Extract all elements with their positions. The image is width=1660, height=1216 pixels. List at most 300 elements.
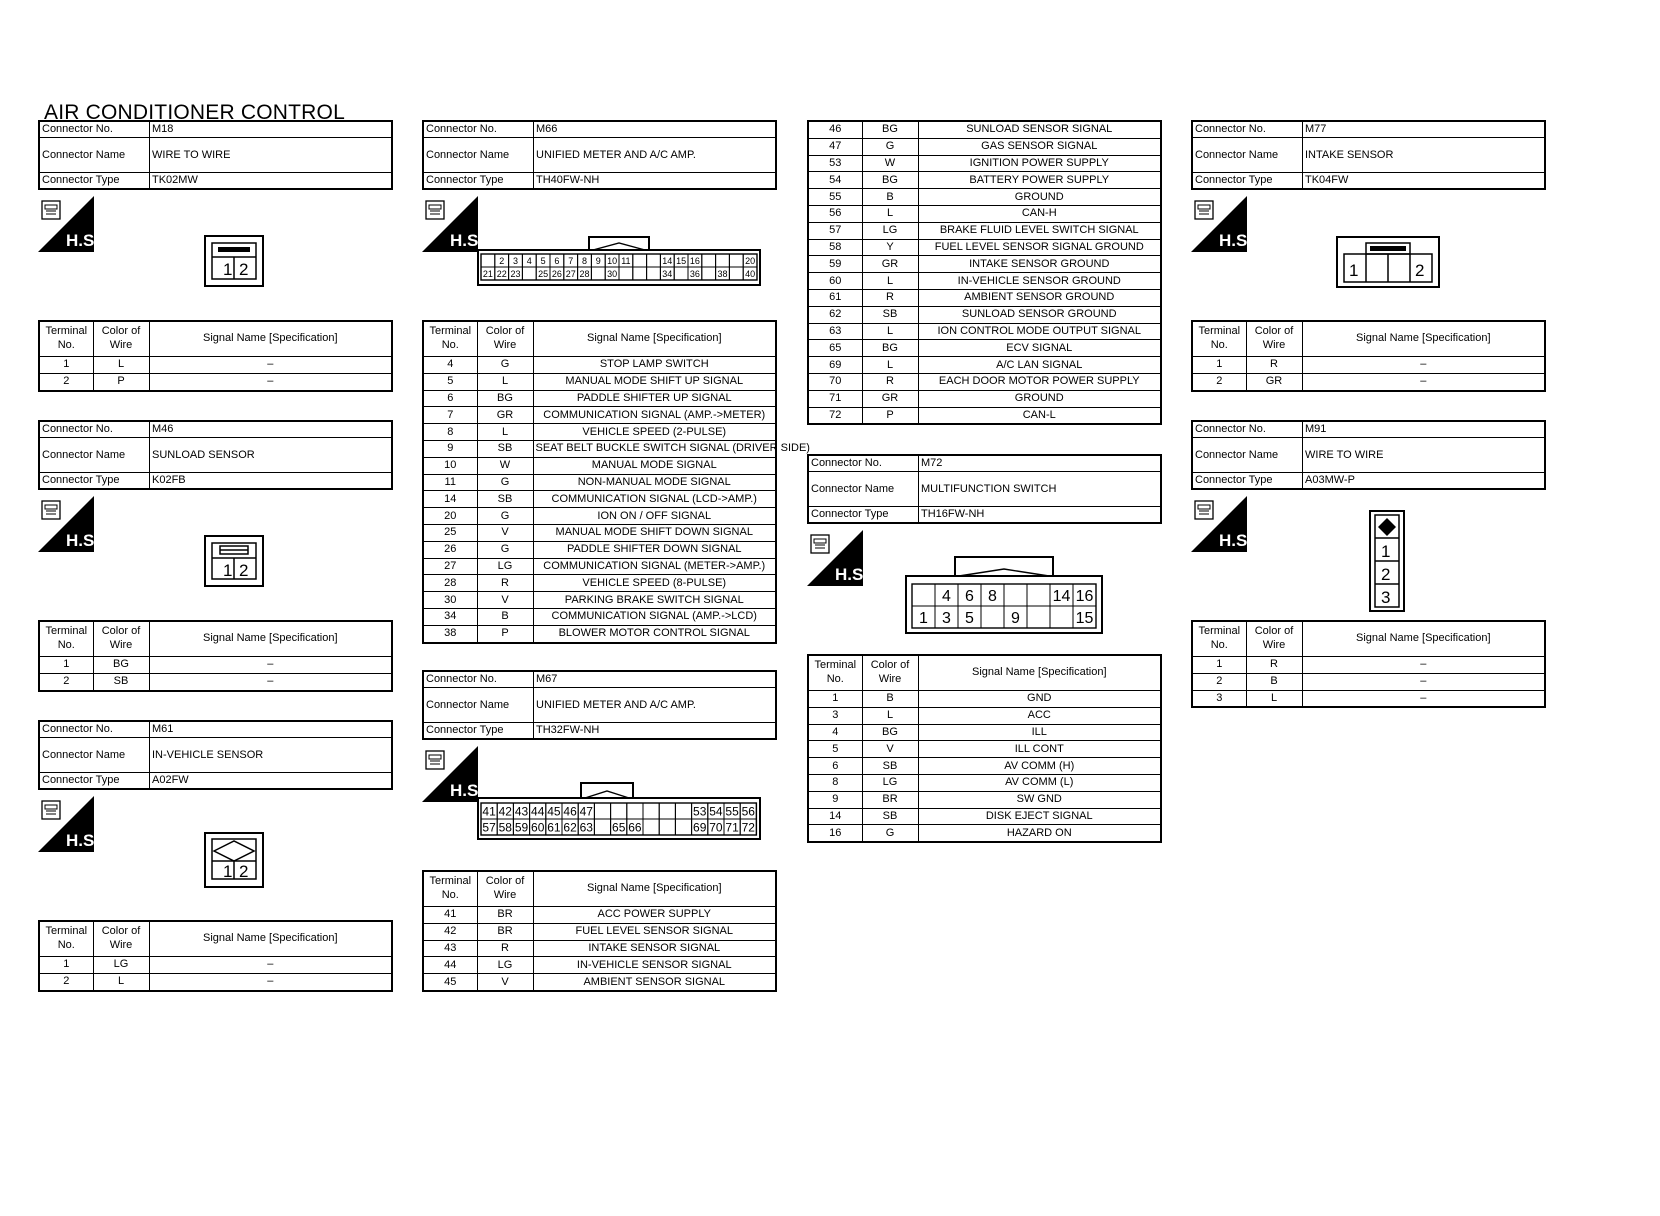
pin-3: 3 bbox=[1381, 588, 1391, 607]
pin-number: 43 bbox=[514, 804, 529, 819]
signal-name-cell: IGNITION POWER SUPPLY bbox=[918, 155, 1161, 172]
connector-name-label: Connector Name bbox=[423, 138, 534, 173]
wire-color-cell: L bbox=[1246, 690, 1302, 707]
pin-number: 26 bbox=[551, 269, 562, 280]
wire-color-cell: R bbox=[1246, 657, 1302, 674]
pin-cell bbox=[647, 267, 661, 280]
signal-header: Signal Name [Specification] bbox=[533, 871, 776, 907]
connector-m46-header bbox=[38, 420, 393, 490]
signal-name-cell: – bbox=[1302, 657, 1545, 674]
signal-name-cell: GAS SENSOR SIGNAL bbox=[918, 138, 1161, 155]
pin-1: 1 bbox=[223, 260, 233, 279]
pin-cell bbox=[675, 819, 691, 835]
wire-color-cell: R bbox=[477, 940, 533, 957]
wire-color-cell: G bbox=[477, 474, 533, 491]
connector-no-label: Connector No. bbox=[1192, 421, 1303, 438]
table-row bbox=[808, 758, 1161, 775]
pin-number: 57 bbox=[482, 820, 496, 835]
pin-number: 40 bbox=[745, 269, 756, 280]
table-row bbox=[1192, 673, 1545, 690]
connector-no-label: Connector No. bbox=[1192, 121, 1303, 138]
pin-1: 1 bbox=[1349, 261, 1359, 280]
pin-cell bbox=[716, 254, 730, 267]
pin-cell bbox=[591, 267, 605, 280]
pin-number: 22 bbox=[496, 269, 507, 280]
pin-cell bbox=[1027, 584, 1050, 606]
pin-number: 60 bbox=[531, 820, 545, 835]
terminal-no-cell: 59 bbox=[808, 256, 862, 273]
signal-name-cell: FUEL LEVEL SENSOR SIGNAL bbox=[533, 923, 776, 940]
connector-no-label: Connector No. bbox=[423, 671, 534, 688]
connector-type-label: Connector Type bbox=[423, 173, 534, 190]
hs-label: H.S. bbox=[450, 781, 484, 800]
rows bbox=[1192, 357, 1545, 391]
pin-number: 10 bbox=[607, 256, 618, 267]
connector-no-label: Connector No. bbox=[39, 421, 150, 438]
connector-no-value: M66 bbox=[534, 121, 777, 138]
table-row bbox=[423, 608, 776, 625]
terminal-no-cell: 1 bbox=[808, 691, 862, 708]
table-row bbox=[808, 121, 1161, 138]
pin-number: 38 bbox=[717, 269, 728, 280]
pin-number: 55 bbox=[725, 804, 739, 819]
table-row bbox=[423, 907, 776, 924]
connector-no-value: M77 bbox=[1303, 121, 1546, 138]
table-row bbox=[808, 172, 1161, 189]
table-row bbox=[808, 741, 1161, 758]
signal-name-cell: HAZARD ON bbox=[918, 825, 1161, 842]
wire-color-cell: R bbox=[477, 575, 533, 592]
signal-name-cell: – bbox=[1302, 373, 1545, 390]
pin-number: 36 bbox=[689, 269, 700, 280]
connector-m46-face bbox=[204, 535, 264, 592]
signal-name-cell: ACC bbox=[918, 707, 1161, 724]
wire-color-cell: LG bbox=[862, 222, 918, 239]
table-row bbox=[423, 390, 776, 407]
terminal-no-cell: 1 bbox=[39, 957, 93, 974]
wire-color-cell: SB bbox=[477, 491, 533, 508]
table-row bbox=[39, 373, 392, 390]
terminal-no-header: Terminal No. bbox=[423, 871, 477, 907]
pin-number: 41 bbox=[482, 804, 496, 819]
wire-color-cell: SB bbox=[862, 306, 918, 323]
terminal-no-header: Terminal No. bbox=[808, 655, 862, 691]
connector-name-value: UNIFIED METER AND A/C AMP. bbox=[534, 138, 777, 173]
table-row bbox=[808, 808, 1161, 825]
pin-2: 2 bbox=[239, 561, 249, 580]
connector-name-label: Connector Name bbox=[39, 138, 150, 173]
signal-name-cell: SUNLOAD SENSOR GROUND bbox=[918, 306, 1161, 323]
wire-color-cell: L bbox=[862, 707, 918, 724]
pin-number: 8 bbox=[581, 256, 588, 267]
table-row bbox=[808, 791, 1161, 808]
pin-number: 61 bbox=[547, 820, 561, 835]
color-header: Color of Wire bbox=[93, 321, 149, 357]
terminal-no-cell: 25 bbox=[423, 524, 477, 541]
signal-name-cell: FUEL LEVEL SENSOR SIGNAL GROUND bbox=[918, 239, 1161, 256]
connector-name-label: Connector Name bbox=[39, 438, 150, 473]
pin-number: 1 bbox=[919, 610, 928, 628]
pin-cell bbox=[659, 803, 675, 819]
hs-icon bbox=[38, 496, 100, 552]
hs-label: H.S. bbox=[66, 231, 100, 250]
signal-name-cell: – bbox=[149, 673, 392, 690]
terminal-no-cell: 1 bbox=[1192, 657, 1246, 674]
signal-name-cell: MANUAL MODE SIGNAL bbox=[533, 457, 776, 474]
connector-no-value: M46 bbox=[150, 421, 393, 438]
pin-number: 3 bbox=[942, 610, 951, 628]
table-row bbox=[423, 508, 776, 525]
hs-label: H.S. bbox=[1219, 231, 1253, 250]
connector-m77-header bbox=[1191, 120, 1546, 190]
wire-color-cell: LG bbox=[477, 558, 533, 575]
rows bbox=[808, 121, 1161, 424]
connector-m67-face bbox=[477, 782, 761, 845]
table-row bbox=[423, 558, 776, 575]
pin-cell bbox=[643, 819, 659, 835]
terminal-no-cell: 57 bbox=[808, 222, 862, 239]
table-row bbox=[808, 724, 1161, 741]
wire-color-cell: L bbox=[93, 357, 149, 374]
signal-name-cell: EACH DOOR MOTOR POWER SUPPLY bbox=[918, 373, 1161, 390]
table-row bbox=[808, 373, 1161, 390]
terminal-no-cell: 20 bbox=[423, 508, 477, 525]
wire-color-cell: SB bbox=[862, 808, 918, 825]
terminal-no-cell: 56 bbox=[808, 205, 862, 222]
pin-cell bbox=[729, 254, 743, 267]
pin-cell bbox=[633, 267, 647, 280]
terminal-no-cell: 6 bbox=[808, 758, 862, 775]
pin-cell bbox=[1050, 606, 1073, 628]
pin-1: 1 bbox=[223, 561, 233, 580]
pin-number: 25 bbox=[538, 269, 549, 280]
hs-label: H.S. bbox=[66, 531, 100, 550]
terminal-no-cell: 1 bbox=[39, 657, 93, 674]
connector-name-label: Connector Name bbox=[423, 688, 534, 723]
wire-color-cell: G bbox=[477, 508, 533, 525]
terminal-no-cell: 2 bbox=[39, 973, 93, 990]
connector-type-value: TH40FW-NH bbox=[534, 173, 777, 190]
color-header: Color of Wire bbox=[862, 655, 918, 691]
hs-icon bbox=[38, 196, 100, 252]
connector-name-value: WIRE TO WIRE bbox=[1303, 438, 1546, 473]
signal-name-cell: MANUAL MODE SHIFT UP SIGNAL bbox=[533, 373, 776, 390]
connector-name-label: Connector Name bbox=[1192, 138, 1303, 173]
pin-number: 5 bbox=[965, 610, 974, 628]
terminal-no-header: Terminal No. bbox=[1192, 621, 1246, 657]
terminal-no-cell: 2 bbox=[39, 373, 93, 390]
pin-1: 1 bbox=[223, 862, 233, 881]
signal-name-cell: AV COMM (H) bbox=[918, 758, 1161, 775]
connector-no-value: M18 bbox=[150, 121, 393, 138]
wire-color-cell: B bbox=[862, 189, 918, 206]
connector-type-label: Connector Type bbox=[39, 473, 150, 490]
signal-header: Signal Name [Specification] bbox=[1302, 321, 1545, 357]
wire-color-cell: L bbox=[477, 424, 533, 441]
terminal-no-cell: 46 bbox=[808, 121, 862, 138]
signal-name-cell: BATTERY POWER SUPPLY bbox=[918, 172, 1161, 189]
terminal-no-header: Terminal No. bbox=[423, 321, 477, 357]
pin-cell bbox=[674, 267, 688, 280]
terminal-no-cell: 41 bbox=[423, 907, 477, 924]
signal-name-cell: ILL bbox=[918, 724, 1161, 741]
signal-name-cell: CAN-L bbox=[918, 407, 1161, 424]
connector-m91-header bbox=[1191, 420, 1546, 490]
table-row bbox=[423, 592, 776, 609]
wire-color-cell: LG bbox=[862, 774, 918, 791]
terminal-no-cell: 47 bbox=[808, 138, 862, 155]
wire-color-cell: L bbox=[862, 205, 918, 222]
hs-icon bbox=[422, 746, 484, 802]
connector-name-value: IN-VEHICLE SENSOR bbox=[150, 738, 393, 773]
table-row bbox=[808, 273, 1161, 290]
pin-cell bbox=[1004, 584, 1027, 606]
table-row bbox=[423, 541, 776, 558]
table-row bbox=[423, 373, 776, 390]
hs-icon bbox=[422, 196, 484, 252]
connector-no-value: M72 bbox=[919, 455, 1162, 472]
terminal-no-cell: 72 bbox=[808, 407, 862, 424]
pin-cell bbox=[611, 803, 627, 819]
wire-color-cell: P bbox=[862, 407, 918, 424]
table-row bbox=[808, 155, 1161, 172]
page-title: AIR CONDITIONER CONTROL bbox=[44, 101, 345, 124]
connector-m61-face bbox=[204, 832, 264, 893]
wire-color-cell: V bbox=[477, 974, 533, 991]
terminal-no-cell: 16 bbox=[808, 825, 862, 842]
terminal-no-cell: 5 bbox=[808, 741, 862, 758]
table-row bbox=[808, 390, 1161, 407]
signal-name-cell: GROUND bbox=[918, 189, 1161, 206]
connector-type-value: TK04FW bbox=[1303, 173, 1546, 190]
connector-type-value: A02FW bbox=[150, 773, 393, 790]
signal-header: Signal Name [Specification] bbox=[149, 621, 392, 657]
connector-m66-pins bbox=[477, 236, 761, 286]
pin-2: 2 bbox=[1381, 565, 1391, 584]
table-row bbox=[39, 657, 392, 674]
table-row bbox=[808, 691, 1161, 708]
terminal-no-cell: 45 bbox=[423, 974, 477, 991]
table-row bbox=[423, 491, 776, 508]
signal-name-cell: ION ON / OFF SIGNAL bbox=[533, 508, 776, 525]
rows bbox=[808, 691, 1161, 843]
connector-m67-header bbox=[422, 670, 777, 740]
terminal-no-cell: 70 bbox=[808, 373, 862, 390]
signal-header: Signal Name [Specification] bbox=[149, 921, 392, 957]
wire-color-cell: BR bbox=[477, 923, 533, 940]
table-row bbox=[423, 575, 776, 592]
table-row bbox=[808, 239, 1161, 256]
rows bbox=[39, 357, 392, 391]
table-row bbox=[808, 138, 1161, 155]
pin-cell bbox=[702, 267, 716, 280]
connector-m91-face bbox=[1369, 510, 1405, 617]
terminal-no-cell: 8 bbox=[808, 774, 862, 791]
pin-cell bbox=[912, 584, 935, 606]
rows bbox=[39, 957, 392, 991]
signal-name-cell: VEHICLE SPEED (2-PULSE) bbox=[533, 424, 776, 441]
signal-name-cell: INTAKE SENSOR GROUND bbox=[918, 256, 1161, 273]
table-row bbox=[423, 524, 776, 541]
terminal-no-cell: 69 bbox=[808, 357, 862, 374]
pin-number: 9 bbox=[1011, 610, 1020, 628]
signal-name-cell: BRAKE FLUID LEVEL SWITCH SIGNAL bbox=[918, 222, 1161, 239]
rows bbox=[39, 657, 392, 691]
signal-name-cell: NON-MANUAL MODE SIGNAL bbox=[533, 474, 776, 491]
connector-no-value: M67 bbox=[534, 671, 777, 688]
table-row bbox=[423, 407, 776, 424]
pin-cell bbox=[481, 254, 495, 267]
connector-no-label: Connector No. bbox=[39, 121, 150, 138]
pin-number: 70 bbox=[709, 820, 723, 835]
pin-number: 58 bbox=[498, 820, 512, 835]
table-row bbox=[1192, 357, 1545, 374]
signal-name-cell: ILL CONT bbox=[918, 741, 1161, 758]
signal-name-cell: AV COMM (L) bbox=[918, 774, 1161, 791]
hs-label: H.S. bbox=[1219, 531, 1253, 550]
pin-cell bbox=[594, 803, 610, 819]
wire-color-cell: GR bbox=[862, 256, 918, 273]
wire-color-cell: L bbox=[477, 373, 533, 390]
pin-number: 27 bbox=[565, 269, 576, 280]
rows bbox=[423, 357, 810, 643]
pin-number: 3 bbox=[512, 256, 519, 267]
pin-cell bbox=[643, 803, 659, 819]
signal-name-cell: – bbox=[149, 657, 392, 674]
signal-name-cell: COMMUNICATION SIGNAL (AMP.->LCD) bbox=[533, 608, 776, 625]
terminal-no-cell: 2 bbox=[39, 673, 93, 690]
pin-number: 44 bbox=[531, 804, 545, 819]
pin-cell bbox=[702, 254, 716, 267]
terminal-no-cell: 1 bbox=[1192, 357, 1246, 374]
pin-number: 63 bbox=[579, 820, 593, 835]
terminal-no-cell: 8 bbox=[423, 424, 477, 441]
wire-color-cell: Y bbox=[862, 239, 918, 256]
hs-label: H.S. bbox=[450, 231, 484, 250]
color-header: Color of Wire bbox=[1246, 621, 1302, 657]
pin-number: 15 bbox=[1075, 610, 1094, 628]
pin-number: 7 bbox=[568, 256, 574, 267]
pin-number: 56 bbox=[741, 804, 755, 819]
pin-number: 2 bbox=[499, 256, 505, 267]
connector-type-value: TH16FW-NH bbox=[919, 507, 1162, 524]
wire-color-cell: BG bbox=[862, 121, 918, 138]
pin-cell bbox=[627, 803, 643, 819]
connector-name-label: Connector Name bbox=[1192, 438, 1303, 473]
connector-name-label: Connector Name bbox=[39, 738, 150, 773]
signal-name-cell: GROUND bbox=[918, 390, 1161, 407]
signal-name-cell: AMBIENT SENSOR SIGNAL bbox=[533, 974, 776, 991]
table-row bbox=[423, 474, 776, 491]
connector-m67-terminal-table-continued bbox=[807, 120, 1162, 425]
table-row bbox=[808, 323, 1161, 340]
pin-number: 16 bbox=[689, 256, 700, 267]
terminal-no-cell: 71 bbox=[808, 390, 862, 407]
pin-number: 45 bbox=[547, 804, 561, 819]
pin-cell bbox=[619, 267, 633, 280]
pin-number: 65 bbox=[612, 820, 626, 835]
pin-cell bbox=[633, 254, 647, 267]
pin-1: 1 bbox=[1381, 542, 1391, 561]
pin-number: 4 bbox=[942, 588, 951, 606]
terminal-no-cell: 58 bbox=[808, 239, 862, 256]
connector-type-label: Connector Type bbox=[39, 773, 150, 790]
signal-name-cell: AMBIENT SENSOR GROUND bbox=[918, 289, 1161, 306]
connector-type-value: A03MW-P bbox=[1303, 473, 1546, 490]
wire-color-cell: GR bbox=[477, 407, 533, 424]
terminal-no-cell: 61 bbox=[808, 289, 862, 306]
signal-name-cell: A/C LAN SIGNAL bbox=[918, 357, 1161, 374]
signal-name-cell: – bbox=[149, 373, 392, 390]
connector-type-label: Connector Type bbox=[808, 507, 919, 524]
hs-icon bbox=[1191, 196, 1253, 252]
wire-color-cell: L bbox=[862, 323, 918, 340]
table-row bbox=[808, 256, 1161, 273]
pin-number: 9 bbox=[595, 256, 601, 267]
signal-header: Signal Name [Specification] bbox=[918, 655, 1161, 691]
color-header: Color of Wire bbox=[93, 621, 149, 657]
wire-color-cell: P bbox=[477, 625, 533, 642]
terminal-no-cell: 14 bbox=[808, 808, 862, 825]
pin-number: 8 bbox=[988, 588, 997, 606]
connector-no-value: M61 bbox=[150, 721, 393, 738]
wire-color-cell: G bbox=[862, 825, 918, 842]
terminal-no-cell: 11 bbox=[423, 474, 477, 491]
terminal-no-cell: 34 bbox=[423, 608, 477, 625]
signal-name-cell: – bbox=[1302, 673, 1545, 690]
connector-m18-header bbox=[38, 120, 393, 190]
table-row bbox=[1192, 373, 1545, 390]
connector-m66-header bbox=[422, 120, 777, 190]
color-header: Color of Wire bbox=[1246, 321, 1302, 357]
terminal-no-cell: 42 bbox=[423, 923, 477, 940]
signal-header: Signal Name [Specification] bbox=[149, 321, 392, 357]
table-row bbox=[808, 306, 1161, 323]
wire-color-cell: B bbox=[1246, 673, 1302, 690]
signal-header: Signal Name [Specification] bbox=[1302, 621, 1545, 657]
pin-cell bbox=[594, 819, 610, 835]
wire-color-cell: B bbox=[477, 608, 533, 625]
terminal-no-cell: 38 bbox=[423, 625, 477, 642]
connector-name-value: SUNLOAD SENSOR bbox=[150, 438, 393, 473]
connector-m61-header bbox=[38, 720, 393, 790]
table-row bbox=[39, 973, 392, 990]
signal-name-cell: INTAKE SENSOR SIGNAL bbox=[533, 940, 776, 957]
terminal-no-cell: 7 bbox=[423, 407, 477, 424]
signal-name-cell: ION CONTROL MODE OUTPUT SIGNAL bbox=[918, 323, 1161, 340]
terminal-no-cell: 6 bbox=[423, 390, 477, 407]
terminal-no-cell: 4 bbox=[808, 724, 862, 741]
pin-cell bbox=[647, 254, 661, 267]
signal-name-cell: COMMUNICATION SIGNAL (LCD->AMP.) bbox=[533, 491, 776, 508]
color-header: Color of Wire bbox=[93, 921, 149, 957]
pin-number: 14 bbox=[1052, 588, 1071, 606]
table-row bbox=[1192, 690, 1545, 707]
signal-name-cell: CAN-H bbox=[918, 205, 1161, 222]
signal-name-cell: DISK EJECT SIGNAL bbox=[918, 808, 1161, 825]
wire-color-cell: LG bbox=[477, 957, 533, 974]
table-row bbox=[1192, 657, 1545, 674]
pin-cell bbox=[981, 606, 1004, 628]
signal-name-cell: – bbox=[149, 357, 392, 374]
table-row bbox=[808, 222, 1161, 239]
wire-color-cell: R bbox=[862, 289, 918, 306]
signal-name-cell: COMMUNICATION SIGNAL (METER->AMP.) bbox=[533, 558, 776, 575]
connector-m18-terminal-table bbox=[38, 320, 393, 392]
connector-name-value: MULTIFUNCTION SWITCH bbox=[919, 472, 1162, 507]
pin-2: 2 bbox=[239, 260, 249, 279]
connector-m77-face bbox=[1336, 236, 1440, 293]
